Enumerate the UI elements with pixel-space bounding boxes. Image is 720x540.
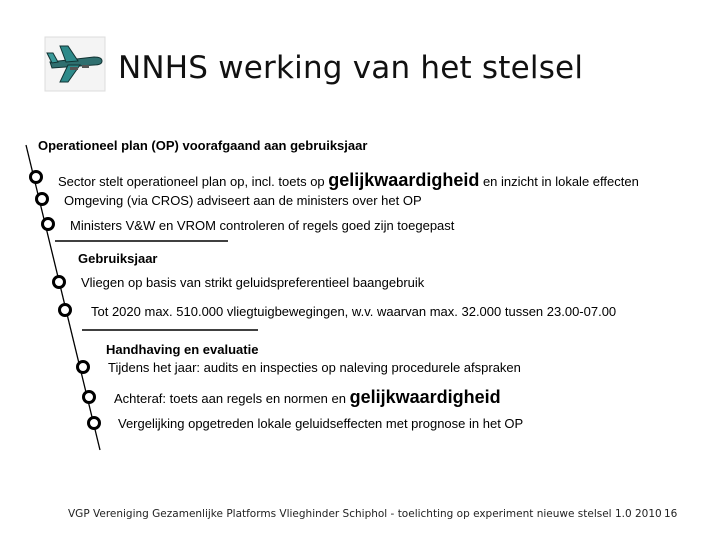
item-text: Tot 2020 max. 510.000 vliegtuigbewegingen, w.v. waarvan max. 32.000 tussen 23.00-07.00 — [91, 304, 617, 319]
item-emphasis: gelijkwaardigheid — [349, 387, 501, 407]
item-text: Tijdens het jaar: audits en inspecties op naleving procedurele afspraken — [108, 360, 521, 375]
timeline-node — [84, 392, 95, 403]
list-item — [108, 360, 521, 375]
item-text: Omgeving (via CROS) adviseert aan de ministers over het OP — [64, 193, 422, 208]
timeline-node — [31, 172, 42, 183]
section-heading-gebruiksjaar: Gebruiksjaar — [78, 251, 158, 266]
item-text: Sector stelt operationeel plan op, incl. toets op — [58, 174, 329, 189]
timeline-node — [43, 219, 54, 230]
timeline-node — [78, 362, 89, 373]
airplane-icon — [44, 36, 106, 92]
list-item — [91, 304, 616, 319]
footer-text: VGP Vereniging Gezamenlijke Platforms Vlieghinder Schiphol - toelichting op experiment nieuwe stelsel 1.0 2010 — [68, 508, 662, 520]
timeline-node — [37, 194, 48, 205]
list-item — [58, 170, 639, 191]
section-heading-handhaving: Handhaving en evaluatie — [106, 342, 259, 357]
list-item — [114, 387, 501, 408]
item-emphasis: gelijkwaardigheid — [328, 170, 480, 190]
item-text: Achteraf: toets aan regels en normen en — [114, 391, 350, 406]
item-text: Vliegen op basis van strikt geluidspreferentieel baangebruik — [81, 275, 425, 290]
slide-title: NNHS werking van het stelsel — [118, 50, 584, 86]
list-item — [64, 193, 422, 208]
timeline-node — [89, 418, 100, 429]
item-text-suffix: en inzicht in lokale effecten — [479, 174, 639, 189]
list-item — [81, 275, 424, 290]
timeline-node — [60, 305, 71, 316]
section-heading-operationeel-plan: Operationeel plan (OP) voorafgaand aan gebruiksjaar — [38, 138, 368, 153]
timeline-node — [54, 277, 65, 288]
item-text: Ministers V&W en VROM controleren of regels goed zijn toegepast — [70, 218, 455, 233]
item-text: Vergelijking opgetreden lokale geluidseffecten met prognose in het OP — [118, 416, 524, 431]
list-item — [70, 218, 454, 233]
list-item — [118, 416, 523, 431]
page-number: 16 — [664, 508, 678, 520]
